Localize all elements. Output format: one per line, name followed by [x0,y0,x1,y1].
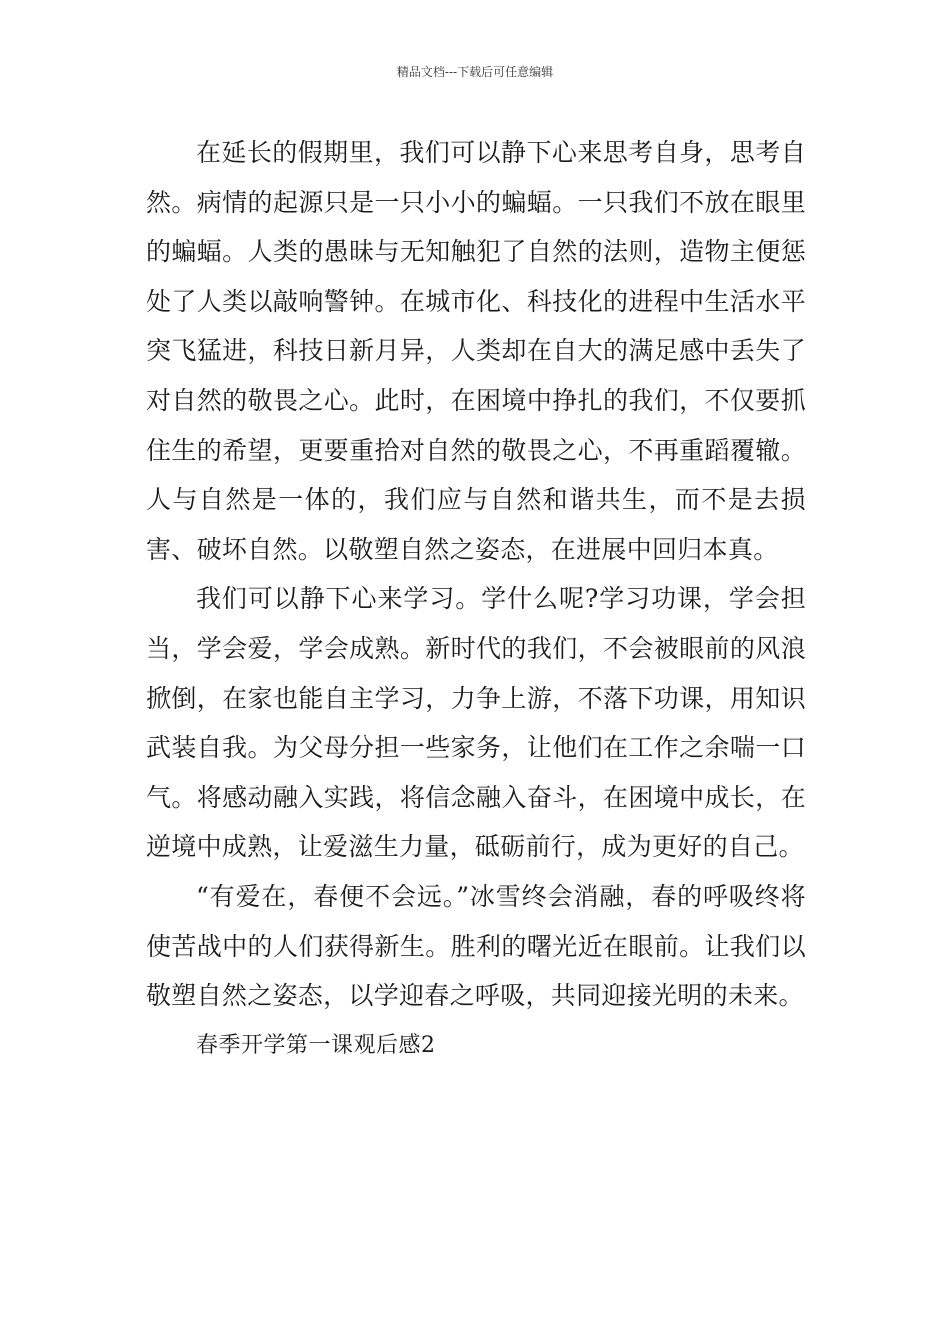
page-header: 精品文档---下载后可任意编辑 [396,65,554,79]
paragraph-3: “有爱在，春便不会远。”冰雪终会消融，春的呼吸终将使苦战中的人们获得新生。胜利的曙光近在眼前。让我们以敬塑自然之姿态，以学迎春之呼吸，共同迎接光明的未来。 [146,881,806,1011]
document-body [146,128,806,1070]
paragraph-1: 在延长的假期里，我们可以静下心来思考自身，思考自然。病情的起源只是一只小小的蝙蝠。一只我们不放在眼里的蝙蝠。人类的愚昧与无知触犯了自然的法则，造物主便惩处了人类以敲响警钟。在城市化、科技化的进程中生活水平突飞猛进，科技日新月异，人类却在自大的满足感中丢失了对自然的敬畏之心。此时，在困境中挣扎的我们，不仅要抓住生的希望，更要重拾对自然的敬畏之心，不再重蹈覆辙。人与自然是一体的，我们应与自然和谐共生，而不是去损害、破坏自然。以敬塑自然之姿态，在进展中回归本真。 [146,138,806,564]
section-heading: 春季开学第一课观后感2 [196,1032,436,1058]
paragraph-2: 我们可以静下心来学习。学什么呢?学习功课，学会担当，学会爱，学会成熟。新时代的我们，不会被眼前的风浪掀倒，在家也能自主学习，力争上游，不落下功课，用知识武装自我。为父母分担一些家务，让他们在工作之余喘一口气。将感动融入实践，将信念融入奋斗，在困境中成长，在逆境中成熟，让爱滋生力量，砥砺前行，成为更好的自己。 [146,584,806,862]
